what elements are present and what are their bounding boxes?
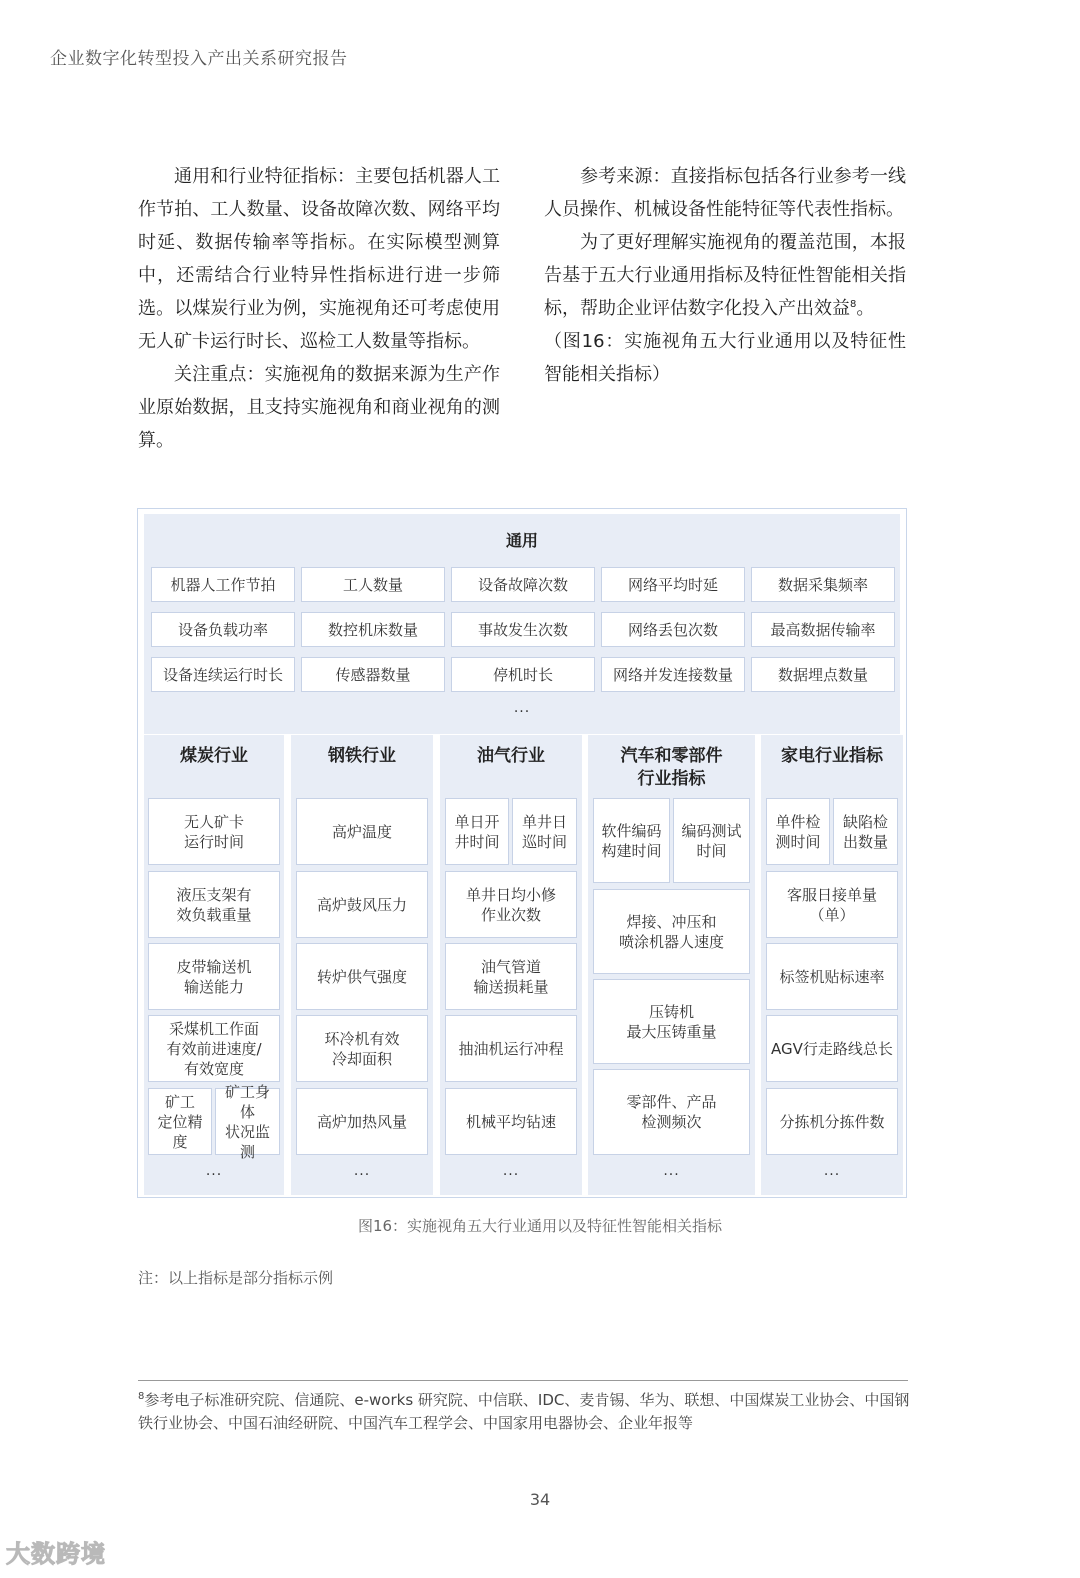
indicator-cell: 单井日均小修 作业次数 — [445, 871, 577, 938]
paragraph-focus: 关注重点：实施视角的数据来源为生产作业原始数据，且支持实施视角和商业视角的测算。 — [138, 364, 500, 451]
general-indicator-cell: 网络丢包次数 — [601, 612, 745, 647]
footnote-mark: 8 — [138, 1391, 145, 1402]
industry-panel-oil-gas — [440, 735, 582, 1195]
paragraph-figure-ref: （图16：实施视角五大行业通用以及特征性智能相关指标） — [544, 331, 906, 385]
indicator-cell: 分拣机分拣件数 — [766, 1088, 898, 1155]
indicator-cell: 标签机贴标速率 — [766, 943, 898, 1010]
footnote-divider — [138, 1380, 908, 1381]
footnote-text: 参考电子标准研究院、信通院、e-works 研究院、中信联、IDC、麦肯锡、华为、联想、中国煤炭工业协会、中国钢铁行业协会、中国石油经研院、中国汽车工程学会、中国家用电器协会、企业年报等 — [138, 1391, 910, 1432]
general-indicator-cell: 设备故障次数 — [451, 567, 595, 602]
indicator-cell: 环冷机有效 冷却面积 — [296, 1015, 428, 1082]
general-indicator-cell: 数据埋点数量 — [751, 657, 895, 692]
industry-title: 汽车和零部件 行业指标 — [620, 746, 723, 789]
industry-more: ... — [502, 1163, 520, 1179]
indicator-cell: 编码测试 时间 — [673, 798, 750, 883]
general-title: 通用 — [505, 531, 538, 550]
indicator-cell: 无人矿卡 运行时间 — [148, 798, 280, 865]
figure-caption: 图16：实施视角五大行业通用以及特征性智能相关指标 — [357, 1217, 723, 1235]
coverage-text: 为了更好理解实施视角的覆盖范围，本报告基于五大行业通用指标及特征性智能相关指标，帮助企业评估数字化投入产出效益 — [544, 232, 906, 319]
indicator-cell: 矿工 定位精度 — [148, 1088, 212, 1155]
industry-panel-automotive — [588, 735, 755, 1195]
industry-panel-appliance — [761, 735, 903, 1195]
paragraph-indicators: 通用和行业特征指标：主要包括机器人工作节拍、工人数量、设备故障次数、网络平均时延、数据传输率等指标。在实际模型测算中，还需结合行业特异性指标进行进一步筛选。以煤炭行业为例，实施视角还可考虑使用无人矿卡运行时长、巡检工人数量等指标。 — [138, 166, 500, 352]
indicator-cell: 单井日 巡时间 — [512, 798, 577, 865]
industry-title: 钢铁行业 — [328, 746, 396, 766]
general-indicator-cell: 网络并发连接数量 — [601, 657, 745, 692]
indicator-cell: 客服日接单量 （单） — [766, 871, 898, 938]
industry-title: 油气行业 — [477, 746, 545, 766]
industry-more: ... — [353, 1163, 371, 1179]
general-indicator-grid — [151, 567, 897, 692]
indicator-cell: 机械平均钻速 — [445, 1088, 577, 1155]
figure-16 — [137, 508, 907, 1198]
paragraph-coverage — [544, 226, 906, 325]
indicator-cell: 高炉鼓风压力 — [296, 871, 428, 938]
coverage-end: 。 — [856, 298, 875, 319]
general-more: ... — [513, 700, 531, 716]
general-indicator-cell: 传感器数量 — [301, 657, 445, 692]
page-number: 34 — [529, 1490, 551, 1509]
general-indicator-cell: 设备连续运行时长 — [151, 657, 295, 692]
general-indicators-panel — [144, 514, 900, 734]
indicator-cell: 皮带输送机 输送能力 — [148, 943, 280, 1010]
industry-more: ... — [205, 1163, 223, 1179]
indicator-cell: 焊接、冲压和 喷涂机器人速度 — [593, 889, 750, 974]
figure-note: 注：以上指标是部分指标示例 — [138, 1269, 334, 1287]
indicator-cell: 液压支架有 效负载重量 — [148, 871, 280, 938]
report-header: 企业数字化转型投入产出关系研究报告 — [50, 49, 348, 69]
indicator-cell: 压铸机 最大压铸重量 — [593, 979, 750, 1064]
general-indicator-cell: 数控机床数量 — [301, 612, 445, 647]
indicator-cell: 高炉温度 — [296, 798, 428, 865]
general-indicator-cell: 数据采集频率 — [751, 567, 895, 602]
indicator-cell: 矿工身体 状况监测 — [215, 1088, 280, 1155]
indicator-cell: 抽油机运行冲程 — [445, 1015, 577, 1082]
industry-more: ... — [663, 1163, 680, 1179]
footnote-ref: 8 — [850, 299, 857, 310]
footnote — [138, 1389, 913, 1435]
indicator-cell: 油气管道 输送损耗量 — [445, 943, 577, 1010]
general-indicator-cell: 工人数量 — [301, 567, 445, 602]
indicator-cell: 采煤机工作面 有效前进速度/ 有效宽度 — [148, 1015, 280, 1082]
general-indicator-cell: 设备负载功率 — [151, 612, 295, 647]
industry-more: ... — [823, 1163, 841, 1179]
indicator-cell: 单件检 测时间 — [766, 798, 830, 865]
industry-title: 煤炭行业 — [180, 746, 248, 766]
paragraph-source: 参考来源：直接指标包括各行业参考一线人员操作、机械设备性能特征等代表性指标。 — [544, 166, 906, 220]
watermark: 大数跨境 — [6, 1540, 106, 1568]
general-indicator-cell: 机器人工作节拍 — [151, 567, 295, 602]
industry-title: 家电行业指标 — [781, 746, 883, 766]
indicator-cell: 转炉供气强度 — [296, 943, 428, 1010]
industry-panel-coal — [144, 735, 284, 1195]
indicator-cell: 缺陷检 出数量 — [833, 798, 898, 865]
indicator-cell: 单日开 井时间 — [445, 798, 509, 865]
general-indicator-cell: 事故发生次数 — [451, 612, 595, 647]
general-indicator-cell: 最高数据传输率 — [751, 612, 895, 647]
industry-panel-steel — [291, 735, 433, 1195]
indicator-cell: 软件编码 构建时间 — [593, 798, 670, 883]
general-indicator-cell: 停机时长 — [451, 657, 595, 692]
indicator-cell: 高炉加热风量 — [296, 1088, 428, 1155]
left-text-column — [138, 160, 500, 457]
general-indicator-cell: 网络平均时延 — [601, 567, 745, 602]
indicator-cell: 零部件、产品 检测频次 — [593, 1069, 750, 1155]
indicator-cell: AGV行走路线总长 — [766, 1015, 898, 1082]
right-text-column — [544, 160, 906, 391]
